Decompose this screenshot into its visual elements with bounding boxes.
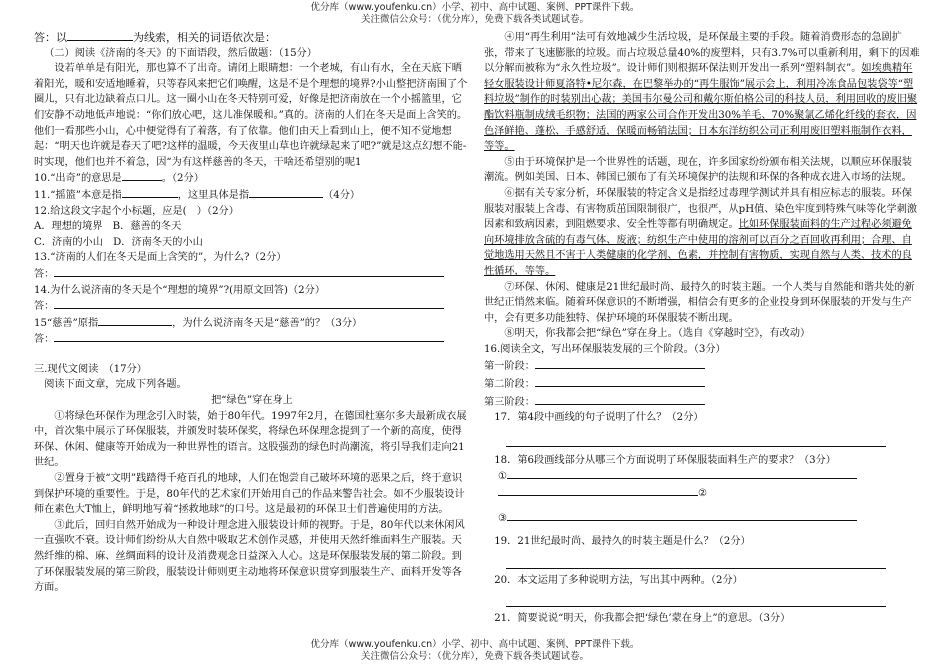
q12-options-cd: C．济南的小山 D．济南冬天的小山 [34,236,203,248]
q12-options-ab: A．理想的境界 B．慈善的冬天 [34,221,182,233]
q10-blank [122,170,162,181]
q9-suffix: 为线索，相关的词语依次是： [133,31,276,44]
question-13: 13.“济南的人们在冬天是面上含笑的”，为什么?（2分） [34,252,287,264]
q9-answer-line [34,30,470,46]
question-11: 11.“摇篮”本意是指 ，这里具体是指 （4分） [34,187,470,204]
q14-answer: 答： [34,298,470,315]
q18-answer-3: ③ [484,510,920,527]
section2-title: （二）阅读《济南的冬天》的下面语段，然后做题：（15分） [44,47,317,59]
stage-2-line [535,375,705,387]
q15-answer: 答： [34,331,470,348]
question-12: 12.给这段文字起个小标题，应是( ）（2分） [34,205,239,217]
article-paragraph-5: ⑤由于环境保护是一个世界性的话题，现在，许多国家纷纷颁布相关法规，以顺应环保服装潮流。例如美国、日本、韩国已颁布了有关环境保护的法规和环保的各种成衣进入市场的法规。 [484,156,912,184]
q14-answer-line [54,298,444,309]
page-footer [0,639,950,663]
question-15: 15“慈善”原指 ，为什么说济南冬天是“慈善”的？（3分） [34,315,470,332]
article-paragraph-1: ①将绿色环保作为理念引入时装，始于80年代。1997年2月，在德国杜塞尔多夫最新成衣展中，首次集中展示了环保服装，并颁发时装环保奖，将绿色环保理念提到了一个新的高度，使得环保、休闲、健康等开始成为一种世界性的语言。这股强劲的绿色时尚潮流，将引导我们走向21世纪。 [34,410,467,469]
q13-answer: 答： [34,266,470,283]
header-line-1: 优分库（www.youfenku.cn）小学、初中、高中试题、案例、PPT课件下载。 [310,2,640,13]
q16-stage-3: 第三阶段： [484,393,920,411]
question-10: 10.“出奇”的意思是 。（2分） [34,170,470,187]
article-title: 把“绿色”穿在身上 [211,395,293,407]
question-20: 20．本文运用了多种说明方法，写出其中两种。（2分） [494,574,743,586]
question-19: 19．21世纪最时尚、最持久的时装主题是什么？（2分） [494,536,751,548]
q19-answer-line [506,554,886,569]
question-18: 18．第6段画线部分从哪三个方面说明了环保服装面料生产的要求？（3分） [494,454,836,466]
header-line-2: 关注微信公众号：（优分库），免费下载各类试题试卷。 [360,14,589,25]
article-paragraph-4: ④用“再生利用”法可有效地减少生活垃圾，是环保最主要的手段。随着消费形态的急剧扩张，带来了飞速膨胀的垃圾。而占垃圾总量40%的废塑料，只有3.7%可以重新利用，剩下的因难以分解而被称为“永久性垃圾”。设计师们则根据环保法则开发出一系列“塑料制衣”。如埃典精年轻女服装设计师夏洛特•尼尔森，在巴黎举办的“再生服饰”展示会上，利用冷冻食品包装袋等“塑料垃圾”制作的时装别出心裁；美国韦尔曼公司和戴尔斯伯格公司的科技人员，利用回收的废旧聚酯饮料瓶制成绒毛织物；法国的两家公司合作开发出30%羊毛、70%聚氯乙烯化纤线的套衣，因色泽鲜艳、蓬松、手感舒适，保暖而畅销法国；日本东洋纺织公司正利用废旧塑料瓶制作衣料，等等。 [484,32,920,153]
q18-answer-2: ② [484,485,920,502]
q18-line-1 [507,468,857,479]
q9-blank [67,30,133,41]
right-column [484,30,920,627]
q15-answer-line [54,331,444,342]
q20-answer-line [506,592,886,607]
article-paragraph-3: ③此后，回归自然开始成为一种设计理念进入服装设计师的视野。于是，80年代以来休闲风一直强吹不衰。设计师们纷纷从大自然中吸取艺术创作灵感，并使用天然纤维面料生产服装。天然纤维的棉、麻、丝绸面料的设计及消费观念日益深入人心。这是环保服装发展的第二阶段。到了环保服装发展的第三阶段，服装设计师则更主动地将环保意识贯穿到服装生产、面料开发等各方面。 [34,519,465,594]
question-17: 17．第4段中画线的句子说明了什么？（2分） [494,412,704,424]
q18-line-3 [507,510,857,521]
q11-blank-1 [122,187,178,198]
stage-1-line [535,357,705,369]
stage-3-line [535,393,705,405]
section3-instruction: 阅读下面文章，完成下列各题。 [44,379,187,391]
q11-blank-2 [249,187,323,198]
p4-underlined-sentence: 如埃典精年轻女服装设计师夏洛特•尼尔森，在巴黎举办的“再生服饰”展示会上，利用冷冻食品包装袋等“塑料垃圾”制作的时装别出心裁；美国韦尔曼公司和戴尔斯伯格公司的科技人员，利用回收的废旧聚酯饮料瓶制成绒毛织物；法国的两家公司合作开发出30%羊毛、70%聚氯乙烯化纤线的套衣，因色泽鲜艳、蓬松、手感舒适，保暖而畅销法国；日本东洋纺织公司正利用废旧塑料瓶制作衣料，等等。 [484,63,918,153]
p6-underlined-part: 比如环保服装面料的生产过程必须避免向环境排放含硫的有毒气体、废液；纺织生产中使用的溶剂可以百分之百回收再利用；合理、自觉地选用天然且不害于人类健康的化学剂、色素，并控制有害物质，实现自然与人类、技术的良性循环，等等。 [484,219,912,277]
page-header [0,2,950,26]
article-paragraph-8: ⑧明天，你我都会把“绿色”穿在身上。（选自《穿越时空》，有改动） [504,328,811,340]
question-16: 16.阅读全文，写出环保服装发展的三个阶段。（3分） [484,343,726,355]
q9-prefix: 答：以 [34,31,67,44]
q16-stage-2: 第二阶段： [484,375,920,393]
footer-line-2: 关注微信公众号：（优分库），免费下载各类试题试卷。 [360,651,589,662]
q17-answer-line [506,432,886,447]
left-column [34,30,470,596]
jinan-passage: 设若单单是有阳光，那也算不了出奇。请闭上眼睛想：一个老城，有山有水，全在天底下晒着阳光，暖和安适地睡着，只等春风来把它们唤醒，这是不是个理想的境界?小山整把济南围了个圈儿，只有北边缺着点口儿。这一圈小山在冬天特别可爱，好像是把济南放在一个小摇篮里，它们安静不动地低声地说：“你们放心吧，这儿准保暖和。”真的。济南的人们在冬天是面上含笑的。他们一看那些小山，心中便觉得有了着落，有了依靠。他们由天上看到山上，便不知不觉地想起：“明天也许就是春天了吧?这样的温暖，今天夜里山草也许就绿起来了吧?”就是这点幻想不能-时实现，他们也并不着急，因“为有这样慈善的冬天，干啥还希望别的呢1 [34,63,468,168]
question-21: 21．简要说说“明天，你我都会把‘绿色’蒙在身上”的意思。（3分） [494,613,791,625]
q15-blank [98,315,172,326]
q18-line-2a [498,485,698,496]
q18-answer-1: ① [484,468,920,485]
q16-stage-1: 第一阶段： [484,357,920,375]
q13-answer-line [54,266,444,277]
section3-title: 三.现代文阅读 （17分） [34,363,147,375]
article-paragraph-7: ⑦环保、休闲、健康是21世纪最时尚、最持久的时装主题。一个人类与自然能和谐共处的新世纪正悄然来临。随着环保意识的不断增强，相信会有更多的企业投身到环保服装的开发与生产中，会有更多功能独特、保护环境的环保服装不断出现。 [484,281,915,324]
footer-line-1: 优分库（www.youfenku.cn）小学、初中、高中试题、案例、PPT课件下载。 [310,639,640,650]
question-14: 14.为什么说济南的冬天是个“理想的境界”?(用原文回答)（2分） [34,284,326,296]
article-paragraph-6: ⑥据有关专家分析，环保服装的特定含义是指经过毒理学测试并具有相应标志的服装。环保服装对服装上含毒、有害物质茁国限制很广，也很严，从pH值、染色牢度到特殊气味等化学刺激因素和致病因素，到阻燃要求、安全性等都有明确规定。比如环保服装面料的生产过程必须避免向环境排放含硫的有毒气体、废液；纺织生产中使用的溶剂可以百分之百回收再利用；合理、自觉地选用天然且不害于人类健康的化学剂、色素，并控制有害物质，实现自然与人类、技术的良性循环，等等。 [484,187,918,277]
article-paragraph-2: ②置身于被“文明”践踏得千疮百孔的地球，人们在饱尝自己破坏环境的恶果之后，终于意识到保护环境的重要性。于是，80年代的艺术家们开始用自己的作品来警告社会。如不少服装设计师在素色大T恤上，鲜明地写着“拯救地球”的口号。这是最初的环保卫士们普遍使用的方法。 [34,473,465,516]
